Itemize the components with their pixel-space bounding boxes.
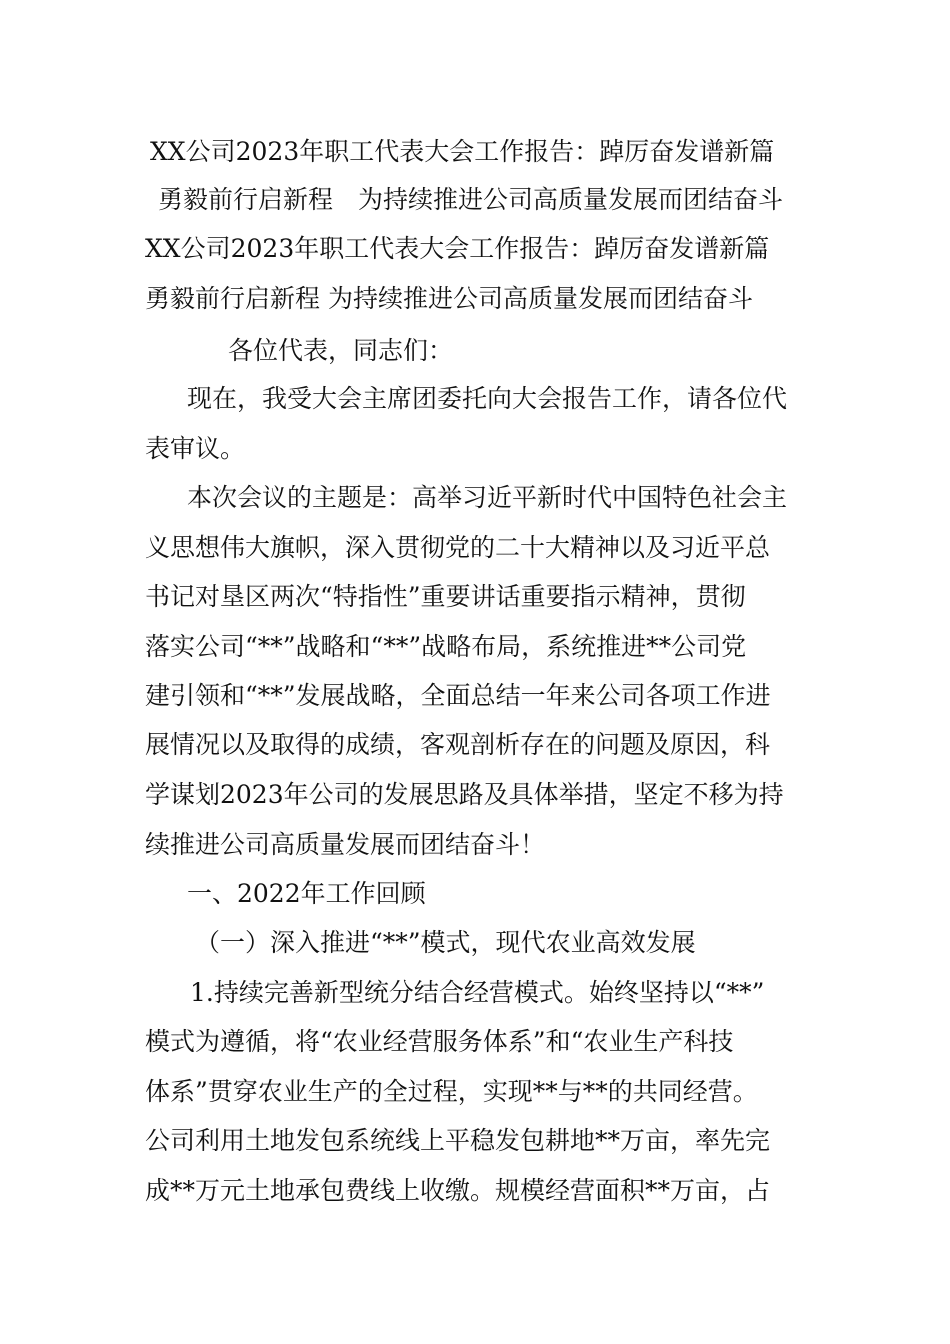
document-title-line-3: XX公司2023年职工代表大会工作报告：踔厉奋发谱新篇 bbox=[145, 234, 770, 263]
paragraph-3-line-5: 成**万元土地承包费线上收缴。规模经营面积**万亩，占 bbox=[145, 1176, 771, 1205]
paragraph-2-line-7: 学谋划2023年公司的发展思路及具体举措，坚定不移为持 bbox=[145, 780, 784, 809]
paragraph-2-line-6: 展情况以及取得的成绩，客观剖析存在的问题及原因，科 bbox=[145, 730, 771, 759]
paragraph-1-line-2: 表审议。 bbox=[145, 434, 246, 463]
salutation: 各位代表，同志们： bbox=[228, 336, 454, 365]
document-title-line-2: 勇毅前行启新程 为持续推进公司高质量发展而团结奋斗 bbox=[158, 185, 784, 214]
section-heading-2: （一）深入推进“**”模式，现代农业高效发展 bbox=[195, 928, 696, 957]
paragraph-3-line-1: 1.持续完善新型统分结合经营模式。始终坚持以“**” bbox=[190, 978, 765, 1007]
paragraph-3-line-4: 公司利用土地发包系统线上平稳发包耕地**万亩，率先完 bbox=[145, 1126, 771, 1155]
section-heading-1: 一、2022年工作回顾 bbox=[187, 879, 426, 908]
paragraph-1-line-1: 现在，我受大会主席团委托向大会报告工作，请各位代 bbox=[187, 384, 788, 413]
paragraph-2-line-5: 建引领和“**”发展战略，全面总结一年来公司各项工作进 bbox=[145, 681, 771, 710]
paragraph-3-line-2: 模式为遵循，将“农业经营服务体系”和“农业生产科技 bbox=[145, 1027, 734, 1056]
paragraph-2-line-1: 本次会议的主题是：高举习近平新时代中国特色社会主 bbox=[187, 483, 788, 512]
document-title-line-1: XX公司2023年职工代表大会工作报告：踔厉奋发谱新篇 bbox=[150, 137, 775, 166]
document-title-line-4: 勇毅前行启新程 为持续推进公司高质量发展而团结奋斗 bbox=[145, 284, 753, 313]
paragraph-2-line-2: 义思想伟大旗帜，深入贯彻党的二十大精神以及习近平总 bbox=[145, 533, 771, 562]
paragraph-2-line-3: 书记对垦区两次“特指性”重要讲话重要指示精神，贯彻 bbox=[145, 582, 746, 611]
paragraph-2-line-8: 续推进公司高质量发展而团结奋斗！ bbox=[145, 830, 546, 859]
paragraph-2-line-4: 落实公司“**”战略和“**”战略布局，系统推进**公司党 bbox=[145, 632, 747, 661]
paragraph-3-line-3: 体系”贯穿农业生产的全过程，实现**与**的共同经营。 bbox=[145, 1077, 758, 1106]
